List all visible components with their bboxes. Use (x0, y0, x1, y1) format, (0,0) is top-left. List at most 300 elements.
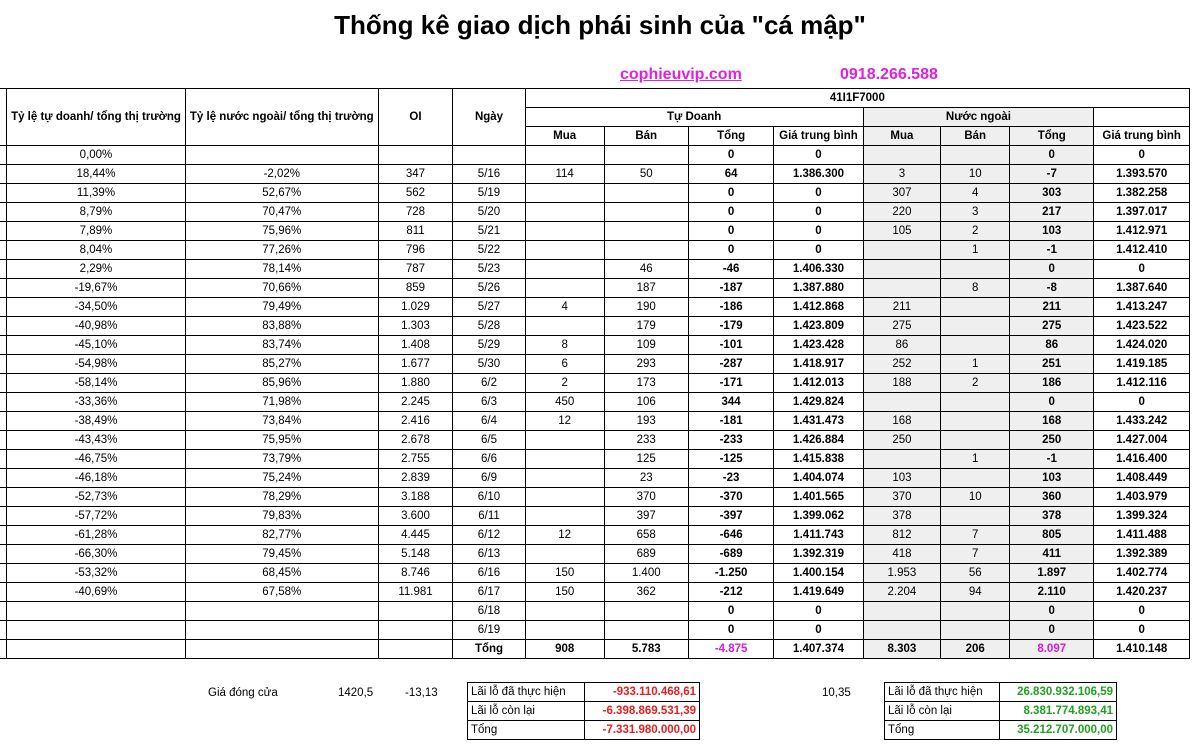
td-gia-cell: 0 (774, 184, 863, 203)
total-empty-3 (378, 640, 453, 659)
oi-cell: 787 (378, 260, 453, 279)
td-ban-cell: 1.400 (604, 564, 688, 583)
ty-le-tu-doanh-cell: -45,10% (7, 336, 186, 355)
table-row (0, 184, 1190, 203)
td-gia-cell: 0 (774, 241, 863, 260)
td-gia-cell: 1.415.838 (774, 450, 863, 469)
nn-mua-cell: 168 (863, 412, 941, 431)
nn-tong-cell: 250 (1010, 431, 1094, 450)
td-mua-cell: 150 (525, 583, 604, 602)
nn-mua-cell: 250 (863, 431, 941, 450)
ty-le-tu-doanh-cell: 7,89% (7, 222, 186, 241)
nn-ban-cell: 94 (941, 583, 1010, 602)
ty-le-tu-doanh-cell: -40,69% (7, 583, 186, 602)
nn-mua-cell: 275 (863, 317, 941, 336)
ty-le-tu-doanh-cell: -40,98% (7, 317, 186, 336)
ty-le-tu-doanh-cell: -46,18% (7, 469, 186, 488)
td-tong-cell: -101 (688, 336, 774, 355)
nn-mua-cell (863, 279, 941, 298)
oi-cell: 347 (378, 165, 453, 184)
date-cell: 5/22 (453, 241, 525, 260)
td-gia-cell: 1.423.428 (774, 336, 863, 355)
ty-le-tu-doanh-cell: -33,36% (7, 393, 186, 412)
td-mua-cell: 2 (525, 374, 604, 393)
td-mua-cell (525, 488, 604, 507)
td-ban-cell: 187 (604, 279, 688, 298)
nn-ban-cell (941, 621, 1010, 640)
oi-cell: 2.839 (378, 469, 453, 488)
nn-gia-cell: 1.411.488 (1094, 526, 1190, 545)
pnl-row (885, 721, 1117, 740)
ty-le-tu-doanh-cell: -58,14% (7, 374, 186, 393)
total-td-gia: 1.407.374 (774, 640, 863, 659)
td-mua-cell: 450 (525, 393, 604, 412)
header-td-ban: Bán (604, 127, 688, 146)
closing-price-value: 1420,5 (338, 687, 374, 699)
td-gia-cell: 1.401.565 (774, 488, 863, 507)
td-ban-cell: 23 (604, 469, 688, 488)
oi-cell: 3.600 (378, 507, 453, 526)
ty-le-tu-doanh-cell (7, 621, 186, 640)
nn-mua-cell (863, 393, 941, 412)
ty-le-nuoc-ngoai-cell: 75,24% (185, 469, 378, 488)
nn-mua-cell (863, 621, 941, 640)
oi-cell (378, 621, 453, 640)
td-mua-cell (525, 469, 604, 488)
table-body (0, 146, 1190, 640)
td-ban-cell: 658 (604, 526, 688, 545)
nn-ban-cell (941, 507, 1010, 526)
nn-gia-cell: 1.412.971 (1094, 222, 1190, 241)
td-mua-cell: 12 (525, 412, 604, 431)
td-tong-cell: 0 (688, 602, 774, 621)
table-row (0, 374, 1190, 393)
td-ban-cell: 689 (604, 545, 688, 564)
nn-mua-cell: 211 (863, 298, 941, 317)
nn-tong-cell: 360 (1010, 488, 1094, 507)
nn-tong-cell: 251 (1010, 355, 1094, 374)
ty-le-tu-doanh-cell: 11,39% (7, 184, 186, 203)
oi-cell (378, 146, 453, 165)
nn-gia-cell: 1.382.258 (1094, 184, 1190, 203)
td-ban-cell: 125 (604, 450, 688, 469)
nn-ban-cell: 56 (941, 564, 1010, 583)
nn-mua-cell: 378 (863, 507, 941, 526)
date-cell: 5/27 (453, 298, 525, 317)
ty-le-tu-doanh-cell (7, 602, 186, 621)
td-gia-cell: 0 (774, 602, 863, 621)
td-ban-cell: 173 (604, 374, 688, 393)
td-gia-cell: 1.429.824 (774, 393, 863, 412)
td-gia-cell: 0 (774, 203, 863, 222)
nn-mua-cell (863, 241, 941, 260)
td-tong-cell: 344 (688, 393, 774, 412)
pnl-value: 35.212.707.000,00 (1000, 721, 1117, 740)
nn-gia-cell: 1.412.116 (1094, 374, 1190, 393)
oi-cell: 2.416 (378, 412, 453, 431)
nn-ban-cell (941, 317, 1010, 336)
pnl-value: 8.381.774.893,41 (1000, 702, 1117, 721)
oi-cell: 3.188 (378, 488, 453, 507)
date-cell: 6/17 (453, 583, 525, 602)
ty-le-nuoc-ngoai-cell: 75,96% (185, 222, 378, 241)
date-cell (453, 146, 525, 165)
oi-cell: 728 (378, 203, 453, 222)
header-nn-mua: Mua (863, 127, 941, 146)
ty-le-tu-doanh-cell: -46,75% (7, 450, 186, 469)
td-tong-cell: -646 (688, 526, 774, 545)
td-pnl-table (467, 682, 700, 740)
nn-mua-cell: 307 (863, 184, 941, 203)
td-tong-cell: 0 (688, 184, 774, 203)
ty-le-nuoc-ngoai-cell: 83,74% (185, 336, 378, 355)
ty-le-nuoc-ngoai-cell: 73,84% (185, 412, 378, 431)
nn-gia-cell: 0 (1094, 602, 1190, 621)
nn-mua-cell: 252 (863, 355, 941, 374)
td-gia-cell: 1.399.062 (774, 507, 863, 526)
pnl-label: Lãi lỗ đã thực hiện (885, 683, 1000, 702)
nn-tong-cell: 0 (1010, 393, 1094, 412)
header-td-mua: Mua (525, 127, 604, 146)
total-empty-2 (185, 640, 378, 659)
td-mua-cell (525, 279, 604, 298)
td-mua-cell: 8 (525, 336, 604, 355)
nn-gia-cell: 1.387.640 (1094, 279, 1190, 298)
nn-gia-cell: 1.393.570 (1094, 165, 1190, 184)
date-cell: 5/21 (453, 222, 525, 241)
total-nn-mua: 8.303 (863, 640, 941, 659)
pnl-label: Tổng (885, 721, 1000, 740)
ty-le-nuoc-ngoai-cell: 67,58% (185, 583, 378, 602)
td-ban-cell (604, 602, 688, 621)
nn-mua-cell (863, 260, 941, 279)
table-row (0, 469, 1190, 488)
td-ban-cell: 397 (604, 507, 688, 526)
pnl-label: Lãi lỗ còn lại (468, 702, 585, 721)
td-gia-cell: 1.404.074 (774, 469, 863, 488)
header-td-gia: Giá trung bình (774, 127, 863, 146)
td-mua-cell (525, 431, 604, 450)
header-tu-doanh: Tự Doanh (525, 108, 863, 127)
td-gia-cell: 1.423.809 (774, 317, 863, 336)
td-ban-cell: 193 (604, 412, 688, 431)
td-gia-cell: 1.392.319 (774, 545, 863, 564)
ty-le-nuoc-ngoai-cell: 71,98% (185, 393, 378, 412)
td-gia-cell: 1.418.917 (774, 355, 863, 374)
ty-le-nuoc-ngoai-cell (185, 146, 378, 165)
nn-ban-cell (941, 298, 1010, 317)
date-cell: 6/2 (453, 374, 525, 393)
nn-ban-cell: 8 (941, 279, 1010, 298)
pnl-value: -7.331.980.000,00 (584, 721, 699, 740)
date-cell: 5/16 (453, 165, 525, 184)
nn-gia-cell: 1.392.389 (1094, 545, 1190, 564)
nn-tong-cell: -1 (1010, 450, 1094, 469)
ty-le-nuoc-ngoai-cell: 79,45% (185, 545, 378, 564)
td-mua-cell: 4 (525, 298, 604, 317)
ty-le-tu-doanh-cell: 18,44% (7, 165, 186, 184)
table-row (0, 317, 1190, 336)
td-tong-cell: 0 (688, 146, 774, 165)
header-nn-ban: Bán (941, 127, 1010, 146)
nn-tong-cell: 303 (1010, 184, 1094, 203)
td-tong-cell: -23 (688, 469, 774, 488)
date-cell: 5/28 (453, 317, 525, 336)
header-ngay: Ngày (453, 89, 525, 146)
oi-cell: 2.678 (378, 431, 453, 450)
td-gia-cell: 1.419.649 (774, 583, 863, 602)
total-td-mua: 908 (525, 640, 604, 659)
total-td-ban: 5.783 (604, 640, 688, 659)
total-nn-tong: 8.097 (1010, 640, 1094, 659)
ty-le-nuoc-ngoai-cell: 70,66% (185, 279, 378, 298)
nn-ban-cell: 10 (941, 488, 1010, 507)
nn-mua-cell (863, 602, 941, 621)
header-contract: 41I1F7000 (525, 89, 1189, 108)
nn-gia-cell: 1.412.410 (1094, 241, 1190, 260)
td-gia-cell: 1.431.473 (774, 412, 863, 431)
ty-le-tu-doanh-cell: -34,50% (7, 298, 186, 317)
td-ban-cell (604, 241, 688, 260)
td-mua-cell: 150 (525, 564, 604, 583)
td-tong-cell: 0 (688, 222, 774, 241)
ty-le-tu-doanh-cell: 2,29% (7, 260, 186, 279)
date-cell: 5/19 (453, 184, 525, 203)
table-row (0, 222, 1190, 241)
nn-tong-cell: 103 (1010, 222, 1094, 241)
table-row (0, 279, 1190, 298)
header-td-tong: Tổng (688, 127, 774, 146)
td-ban-cell: 233 (604, 431, 688, 450)
td-tong-cell: 64 (688, 165, 774, 184)
td-mua-cell: 6 (525, 355, 604, 374)
total-nn-ban: 206 (941, 640, 1010, 659)
pnl-value: 26.830.932.106,59 (1000, 683, 1117, 702)
nn-tong-cell: 805 (1010, 526, 1094, 545)
ty-le-tu-doanh-cell: -52,73% (7, 488, 186, 507)
ty-le-nuoc-ngoai-cell: 70,47% (185, 203, 378, 222)
total-empty-1 (7, 640, 186, 659)
td-ban-cell: 190 (604, 298, 688, 317)
date-cell: 6/5 (453, 431, 525, 450)
nn-ban-cell: 1 (941, 241, 1010, 260)
pnl-value: -6.398.869.531,39 (584, 702, 699, 721)
td-mua-cell: 114 (525, 165, 604, 184)
nn-mua-cell: 812 (863, 526, 941, 545)
oi-cell: 5.148 (378, 545, 453, 564)
td-ban-cell (604, 203, 688, 222)
oi-cell: 811 (378, 222, 453, 241)
td-tong-cell: -397 (688, 507, 774, 526)
nn-gia-cell: 1.433.242 (1094, 412, 1190, 431)
nn-tong-cell: 168 (1010, 412, 1094, 431)
td-mua-cell (525, 184, 604, 203)
oi-cell: 859 (378, 279, 453, 298)
ty-le-tu-doanh-cell: 0,00% (7, 146, 186, 165)
td-gia-cell: 1.386.300 (774, 165, 863, 184)
date-cell: 6/19 (453, 621, 525, 640)
td-mua-cell (525, 545, 604, 564)
ty-le-nuoc-ngoai-cell: 83,88% (185, 317, 378, 336)
nn-tong-cell: 86 (1010, 336, 1094, 355)
td-gia-cell: 1.400.154 (774, 564, 863, 583)
td-gia-cell: 1.406.330 (774, 260, 863, 279)
nn-gia-cell: 1.402.774 (1094, 564, 1190, 583)
td-mua-cell (525, 222, 604, 241)
td-gia-cell: 1.412.868 (774, 298, 863, 317)
nn-gia-cell: 1.416.400 (1094, 450, 1190, 469)
header-ty-le-nuoc-ngoai: Tỷ lệ nước ngoài/ tổng thị trường (185, 89, 378, 146)
ty-le-tu-doanh-cell: 8,79% (7, 203, 186, 222)
td-ban-cell: 370 (604, 488, 688, 507)
table-row (0, 393, 1190, 412)
td-mua-cell: 12 (525, 526, 604, 545)
nn-ban-cell: 2 (941, 222, 1010, 241)
nn-tong-cell: 1.897 (1010, 564, 1094, 583)
nn-mua-cell: 2.204 (863, 583, 941, 602)
table-row (0, 260, 1190, 279)
table-row (0, 146, 1190, 165)
nn-tong-cell: -8 (1010, 279, 1094, 298)
td-mua-cell (525, 260, 604, 279)
td-mua-cell (525, 450, 604, 469)
td-gia-cell: 1.412.013 (774, 374, 863, 393)
table-row (0, 203, 1190, 222)
nn-mua-cell: 370 (863, 488, 941, 507)
table-row (0, 165, 1190, 184)
td-tong-cell: -212 (688, 583, 774, 602)
ty-le-tu-doanh-cell: -61,28% (7, 526, 186, 545)
td-tong-cell: 0 (688, 621, 774, 640)
nn-ban-cell (941, 260, 1010, 279)
td-ban-cell (604, 621, 688, 640)
td-ban-cell: 109 (604, 336, 688, 355)
nn-mua-cell: 3 (863, 165, 941, 184)
pnl-label: Lãi lỗ còn lại (885, 702, 1000, 721)
ty-le-nuoc-ngoai-cell: 52,67% (185, 184, 378, 203)
oi-cell: 1.677 (378, 355, 453, 374)
nn-tong-cell: 0 (1010, 621, 1094, 640)
td-tong-cell: 0 (688, 203, 774, 222)
date-cell: 6/12 (453, 526, 525, 545)
td-tong-cell: -171 (688, 374, 774, 393)
date-cell: 5/23 (453, 260, 525, 279)
header-blank (1094, 108, 1190, 127)
pnl-row (468, 721, 700, 740)
website-link[interactable]: cophieuvip.com (620, 66, 742, 83)
nn-gia-cell: 1.420.237 (1094, 583, 1190, 602)
td-price-diff: -13,13 (405, 687, 438, 699)
table-row (0, 583, 1190, 602)
nn-mua-cell: 86 (863, 336, 941, 355)
ty-le-tu-doanh-cell: -53,32% (7, 564, 186, 583)
nn-tong-cell: -1 (1010, 241, 1094, 260)
td-tong-cell: -179 (688, 317, 774, 336)
table-row (0, 602, 1190, 621)
table-row (0, 488, 1190, 507)
td-mua-cell (525, 146, 604, 165)
td-ban-cell (604, 146, 688, 165)
nn-tong-cell: 378 (1010, 507, 1094, 526)
nn-tong-cell: -7 (1010, 165, 1094, 184)
pnl-row (885, 683, 1117, 702)
date-cell: 6/6 (453, 450, 525, 469)
date-cell: 6/10 (453, 488, 525, 507)
table-row (0, 431, 1190, 450)
pnl-value: -933.110.468,61 (584, 683, 699, 702)
header-nuoc-ngoai: Nước ngoài (863, 108, 1094, 127)
td-gia-cell: 0 (774, 222, 863, 241)
oi-cell: 11.981 (378, 583, 453, 602)
oi-cell: 796 (378, 241, 453, 260)
td-tong-cell: -187 (688, 279, 774, 298)
td-tong-cell: -287 (688, 355, 774, 374)
nn-mua-cell: 220 (863, 203, 941, 222)
total-nn-gia: 1.410.148 (1094, 640, 1190, 659)
td-gia-cell: 1.411.743 (774, 526, 863, 545)
date-cell: 5/30 (453, 355, 525, 374)
td-ban-cell (604, 184, 688, 203)
td-tong-cell: -233 (688, 431, 774, 450)
oi-cell: 1.303 (378, 317, 453, 336)
td-mua-cell (525, 602, 604, 621)
nn-ban-cell: 10 (941, 165, 1010, 184)
nn-ban-cell: 7 (941, 526, 1010, 545)
pnl-row (468, 702, 700, 721)
td-tong-cell: -46 (688, 260, 774, 279)
nn-gia-cell: 0 (1094, 146, 1190, 165)
date-cell: 6/11 (453, 507, 525, 526)
nn-gia-cell: 1.403.979 (1094, 488, 1190, 507)
pnl-row (885, 702, 1117, 721)
td-tong-cell: -181 (688, 412, 774, 431)
table-row (0, 450, 1190, 469)
table-row (0, 298, 1190, 317)
nn-ban-cell: 3 (941, 203, 1010, 222)
nn-mua-cell: 188 (863, 374, 941, 393)
nn-mua-cell (863, 146, 941, 165)
td-ban-cell (604, 222, 688, 241)
nn-gia-cell: 1.423.522 (1094, 317, 1190, 336)
nn-tong-cell: 411 (1010, 545, 1094, 564)
nn-gia-cell: 1.397.017 (1094, 203, 1190, 222)
total-label: Tổng (453, 640, 525, 659)
td-ban-cell: 362 (604, 583, 688, 602)
nn-ban-cell (941, 602, 1010, 621)
nn-tong-cell: 186 (1010, 374, 1094, 393)
td-gia-cell: 0 (774, 146, 863, 165)
ty-le-nuoc-ngoai-cell: 75,95% (185, 431, 378, 450)
nn-gia-cell: 1.424.020 (1094, 336, 1190, 355)
date-cell: 6/18 (453, 602, 525, 621)
td-gia-cell: 0 (774, 621, 863, 640)
td-tong-cell: -186 (688, 298, 774, 317)
header-nn-gia: Giá trung bình (1094, 127, 1190, 146)
nn-ban-cell (941, 146, 1010, 165)
closing-price-label: Giá đóng cửa (208, 687, 278, 699)
nn-tong-cell: 217 (1010, 203, 1094, 222)
td-ban-cell: 293 (604, 355, 688, 374)
ty-le-tu-doanh-cell: -66,30% (7, 545, 186, 564)
date-cell: 5/26 (453, 279, 525, 298)
ty-le-nuoc-ngoai-cell: 85,96% (185, 374, 378, 393)
total-td-tong: -4.875 (688, 640, 774, 659)
nn-ban-cell: 1 (941, 450, 1010, 469)
nn-tong-cell: 275 (1010, 317, 1094, 336)
nn-gia-cell: 1.427.004 (1094, 431, 1190, 450)
phone-number: 0918.266.588 (840, 66, 938, 83)
td-gia-cell: 1.426.884 (774, 431, 863, 450)
